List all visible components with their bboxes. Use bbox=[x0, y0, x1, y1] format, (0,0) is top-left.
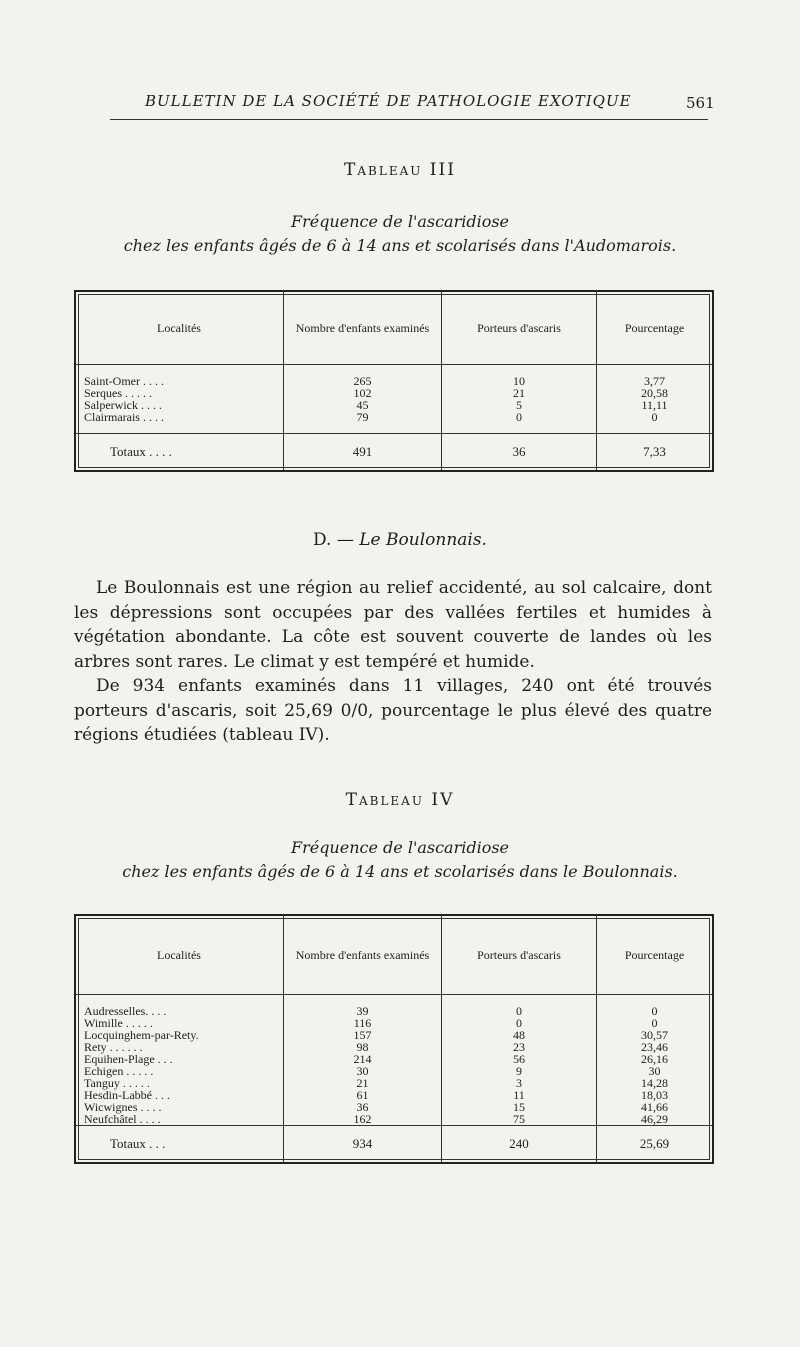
cell-examined: 79 bbox=[284, 411, 442, 423]
cell-total-label: Totaux . . . . bbox=[76, 433, 284, 470]
col-header-localites: Localités bbox=[76, 916, 284, 994]
cell-examined: 162 bbox=[284, 1113, 442, 1126]
cell-examined: 45 bbox=[284, 399, 442, 411]
cell-locality: Salperwick . . . . bbox=[84, 397, 162, 412]
cell-carriers: 0 bbox=[442, 1017, 597, 1029]
table-row bbox=[76, 399, 712, 411]
col-header-examines: Nombre d'enfants examinés bbox=[284, 916, 442, 994]
table4 bbox=[74, 914, 714, 1164]
cell-locality: Serques . . . . . bbox=[84, 385, 152, 400]
cell-examined: 102 bbox=[284, 387, 442, 399]
cell-carriers: 11 bbox=[442, 1089, 597, 1101]
body-text bbox=[74, 576, 712, 748]
cell-locality: Wimille . . . . . bbox=[84, 1015, 153, 1030]
cell-examined: 265 bbox=[284, 375, 442, 387]
table-row bbox=[76, 1005, 712, 1017]
cell-total-percent: 7,33 bbox=[597, 433, 713, 470]
table3-header-row bbox=[76, 292, 712, 364]
cell-carriers: 9 bbox=[442, 1065, 597, 1077]
cell-carriers: 56 bbox=[442, 1053, 597, 1065]
table-row bbox=[76, 1077, 712, 1089]
cell-locality: Tanguy . . . . . bbox=[84, 1075, 150, 1090]
cell-examined: 30 bbox=[284, 1065, 442, 1077]
cell-total-carriers: 36 bbox=[442, 433, 597, 470]
cell-locality: Echigen . . . . . bbox=[84, 1063, 154, 1078]
table-row bbox=[76, 1017, 712, 1029]
cell-total-carriers: 240 bbox=[442, 1125, 597, 1162]
cell-carriers: 75 bbox=[442, 1113, 597, 1126]
cell-examined: 214 bbox=[284, 1053, 442, 1065]
table-row bbox=[76, 1041, 712, 1053]
cell-percent: 46,29 bbox=[597, 1113, 713, 1126]
paragraph: De 934 enfants examinés dans 11 villages, 240 ont été trouvés porteurs d'ascaris, soit 25,69 0/0, pourcentage le plus élevé des quatre régions étudiées (tableau IV). bbox=[74, 676, 712, 745]
cell-examined: 98 bbox=[284, 1041, 442, 1053]
section-prefix: D. — bbox=[313, 530, 354, 550]
cell-percent: 18,03 bbox=[597, 1089, 713, 1101]
cell-percent: 11,11 bbox=[597, 399, 713, 411]
table-row bbox=[76, 1053, 712, 1065]
cell-carriers: 3 bbox=[442, 1077, 597, 1089]
cell-locality: Equihen-Plage . . . bbox=[84, 1051, 173, 1066]
cell-carriers: 21 bbox=[442, 387, 597, 399]
cell-percent: 41,66 bbox=[597, 1101, 713, 1113]
table-row bbox=[76, 411, 712, 423]
cell-examined: 39 bbox=[284, 1005, 442, 1017]
cell-carriers: 48 bbox=[442, 1029, 597, 1041]
cell-carriers: 5 bbox=[442, 399, 597, 411]
cell-examined: 116 bbox=[284, 1017, 442, 1029]
cell-locality: Audresselles. . . . bbox=[84, 1003, 167, 1018]
table4-title: Tableau IV bbox=[345, 790, 455, 810]
cell-locality: Saint-Omer . . . . bbox=[84, 373, 164, 388]
cell-carriers: 0 bbox=[442, 1005, 597, 1017]
table3-caption bbox=[0, 210, 800, 258]
cell-percent: 3,77 bbox=[597, 375, 713, 387]
table-total-row bbox=[76, 433, 712, 470]
cell-carriers: 10 bbox=[442, 375, 597, 387]
cell-examined: 157 bbox=[284, 1029, 442, 1041]
table-row bbox=[76, 1101, 712, 1113]
cell-total-label: Totaux . . . bbox=[76, 1125, 284, 1162]
col-header-localites: Localités bbox=[76, 292, 284, 364]
table3-caption-line2: chez les enfants âgés de 6 à 14 ans et scolarisés dans l'Audomarois. bbox=[123, 236, 677, 255]
cell-locality: Rety . . . . . . bbox=[84, 1039, 143, 1054]
cell-locality: Neufchâtel . . . . bbox=[84, 1111, 161, 1126]
table3 bbox=[74, 290, 714, 472]
cell-total-percent: 25,69 bbox=[597, 1125, 713, 1162]
running-header: BULLETIN DE LA SOCIÉTÉ DE PATHOLOGIE EXOTIQUE bbox=[145, 92, 632, 110]
table3-caption-line1: Fréquence de l'ascaridiose bbox=[290, 212, 510, 231]
header-rule bbox=[110, 119, 708, 120]
table-row bbox=[76, 387, 712, 399]
cell-percent: 20,58 bbox=[597, 387, 713, 399]
page-number: 561 bbox=[686, 94, 715, 112]
cell-carriers: 0 bbox=[442, 411, 597, 423]
table3-grid bbox=[76, 292, 712, 470]
cell-percent: 26,16 bbox=[597, 1053, 713, 1065]
cell-percent: 30 bbox=[597, 1065, 713, 1077]
col-header-examines: Nombre d'enfants examinés bbox=[284, 292, 442, 364]
table4-grid bbox=[76, 916, 712, 1162]
cell-locality: Locquinghem-par-Rety. bbox=[84, 1027, 199, 1042]
cell-percent: 23,46 bbox=[597, 1041, 713, 1053]
cell-percent: 14,28 bbox=[597, 1077, 713, 1089]
cell-percent: 0 bbox=[597, 1017, 713, 1029]
table4-header-row bbox=[76, 916, 712, 994]
table4-caption-line1: Fréquence de l'ascaridiose bbox=[290, 838, 510, 857]
cell-total-examined: 491 bbox=[284, 433, 442, 470]
cell-examined: 61 bbox=[284, 1089, 442, 1101]
cell-locality: Hesdin-Labbé . . . bbox=[84, 1087, 170, 1102]
table-row bbox=[76, 375, 712, 387]
col-header-pourcentage: Pourcentage bbox=[597, 292, 713, 364]
table4-caption-line2: chez les enfants âgés de 6 à 14 ans et scolarisés dans le Boulonnais. bbox=[122, 862, 678, 881]
cell-total-examined: 934 bbox=[284, 1125, 442, 1162]
cell-carriers: 15 bbox=[442, 1101, 597, 1113]
section-title: Le Boulonnais. bbox=[359, 530, 487, 550]
cell-percent: 0 bbox=[597, 1005, 713, 1017]
table-row bbox=[76, 1029, 712, 1041]
cell-examined: 36 bbox=[284, 1101, 442, 1113]
section-heading bbox=[0, 530, 800, 550]
table-row bbox=[76, 1065, 712, 1077]
cell-examined: 21 bbox=[284, 1077, 442, 1089]
cell-percent: 0 bbox=[597, 411, 713, 423]
table-row bbox=[76, 1113, 712, 1126]
cell-locality: Clairmarais . . . . bbox=[84, 409, 164, 424]
cell-carriers: 23 bbox=[442, 1041, 597, 1053]
col-header-pourcentage: Pourcentage bbox=[597, 916, 713, 994]
table-row bbox=[76, 1089, 712, 1101]
table-total-row bbox=[76, 1125, 712, 1162]
paragraph: Le Boulonnais est une région au relief accidenté, au sol calcaire, dont les dépressions sont occupées par des vallées fertiles et humides à végétation abondante. La côte est souvent couverte de landes où les arbres sont rares. Le climat y est tempéré et humide. bbox=[74, 578, 712, 672]
table4-caption bbox=[0, 836, 800, 884]
cell-locality: Wicwignes . . . . bbox=[84, 1099, 162, 1114]
cell-percent: 30,57 bbox=[597, 1029, 713, 1041]
table3-title: Tableau III bbox=[344, 160, 456, 180]
col-header-porteurs: Porteurs d'ascaris bbox=[442, 292, 597, 364]
col-header-porteurs: Porteurs d'ascaris bbox=[442, 916, 597, 994]
